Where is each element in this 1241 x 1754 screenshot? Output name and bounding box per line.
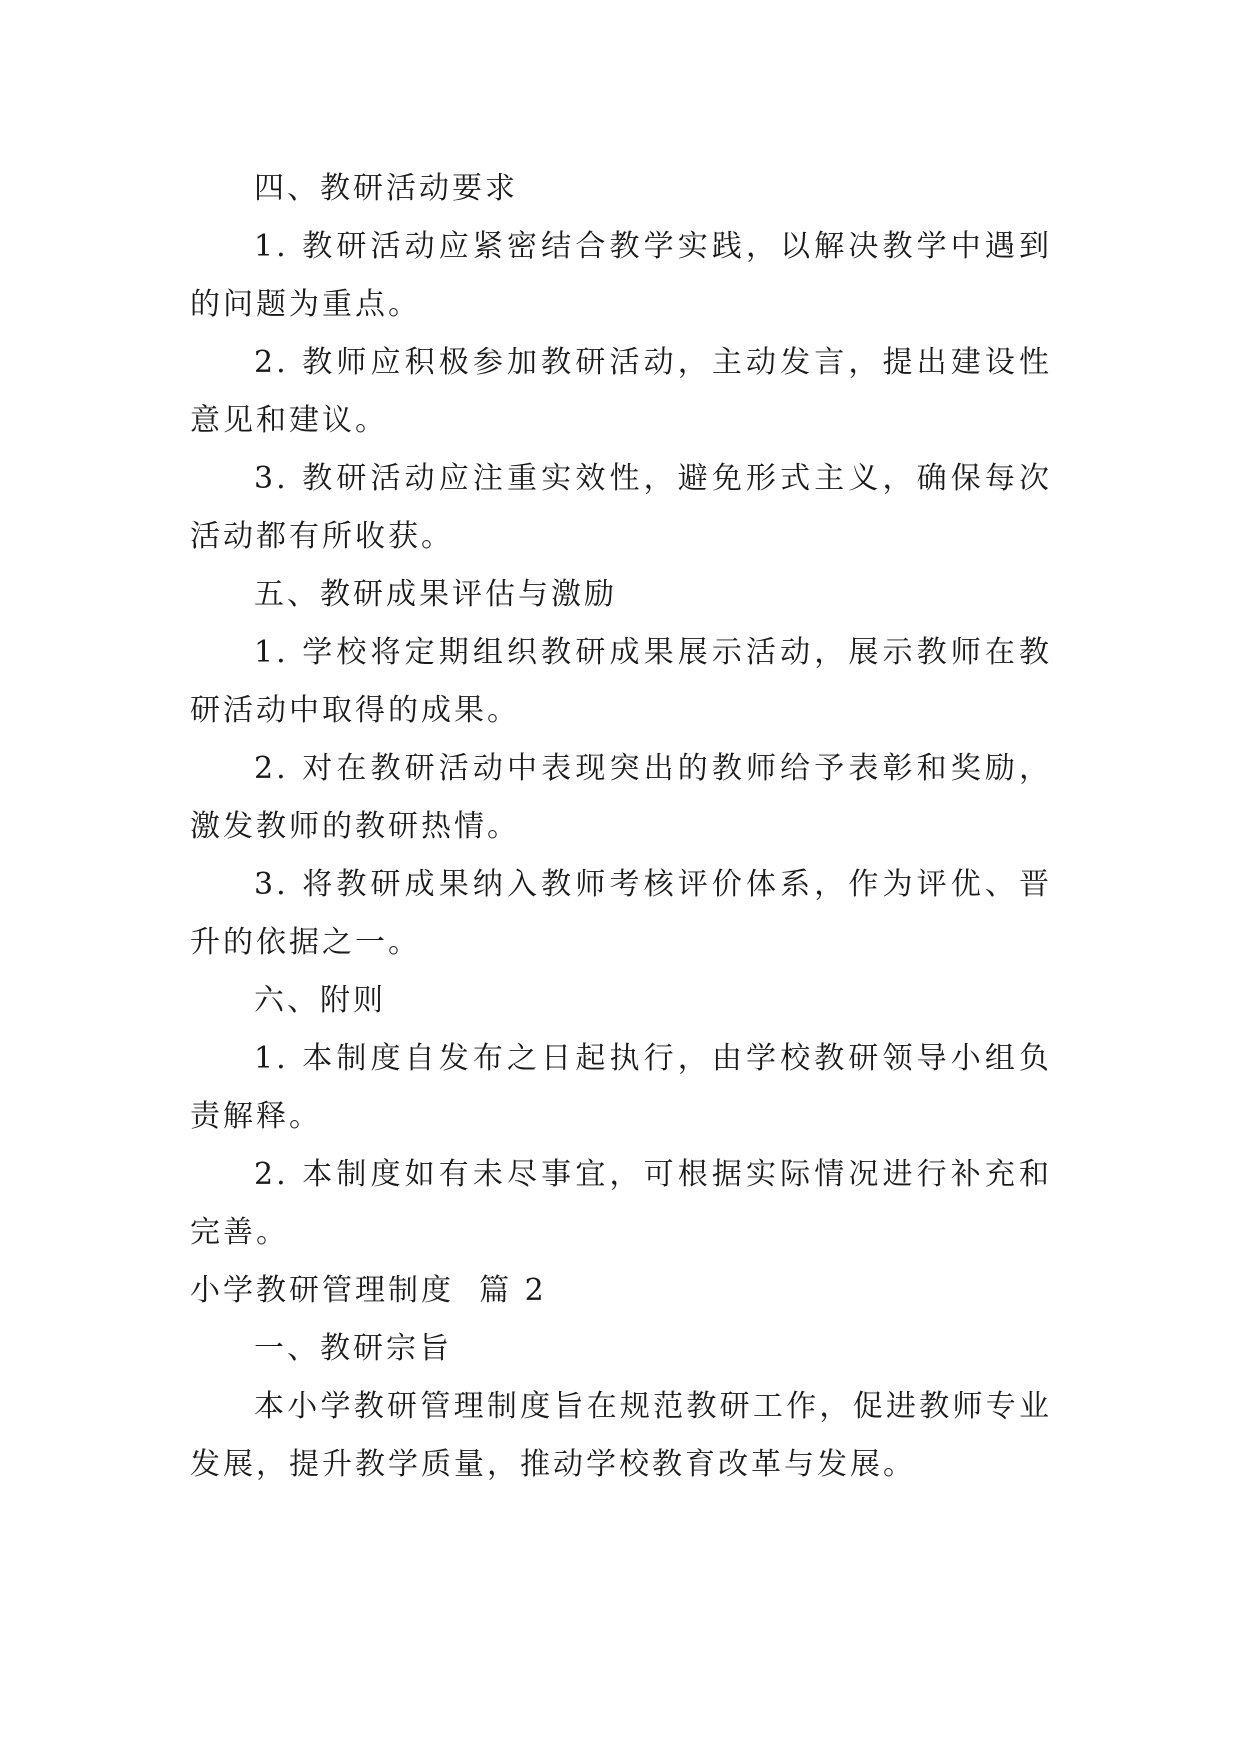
section-5-item-1: 1. 学校将定期组织教研成果展示活动，展示教师在教研活动中取得的成果。 — [190, 635, 1052, 728]
part-2-section-1-text: 本小学教研管理制度旨在规范教研工作，促进教师专业发展，提升教学质量，推动学校教育改革与发展。 — [190, 1389, 1052, 1482]
document-body — [190, 160, 1052, 1494]
section-heading-6: 六、附则 — [254, 983, 386, 1018]
section-5-item-2: 2. 对在教研活动中表现突出的教师给予表彰和奖励，激发教师的教研热情。 — [190, 751, 1052, 844]
section-5-item-3: 3. 将教研成果纳入教师考核评价体系，作为评优、晋升的依据之一。 — [190, 867, 1052, 960]
section-4-item-3: 3. 教研活动应注重实效性，避免形式主义，确保每次活动都有所收获。 — [190, 461, 1052, 554]
section-6-item-1: 1. 本制度自发布之日起执行，由学校教研领导小组负责解释。 — [190, 1041, 1052, 1134]
section-heading-4: 四、教研活动要求 — [254, 171, 518, 206]
section-4-item-2: 2. 教师应积极参加教研活动，主动发言，提出建设性意见和建议。 — [190, 345, 1052, 438]
section-4-item-1: 1. 教研活动应紧密结合教学实践，以解决教学中遇到的问题为重点。 — [190, 229, 1052, 322]
part-2-section-heading-1: 一、教研宗旨 — [254, 1331, 452, 1366]
part-2-title: 小学教研管理制度 篇 2 — [190, 1273, 547, 1308]
section-6-item-2: 2. 本制度如有未尽事宜，可根据实际情况进行补充和完善。 — [190, 1157, 1052, 1250]
section-heading-5: 五、教研成果评估与激励 — [254, 577, 617, 612]
